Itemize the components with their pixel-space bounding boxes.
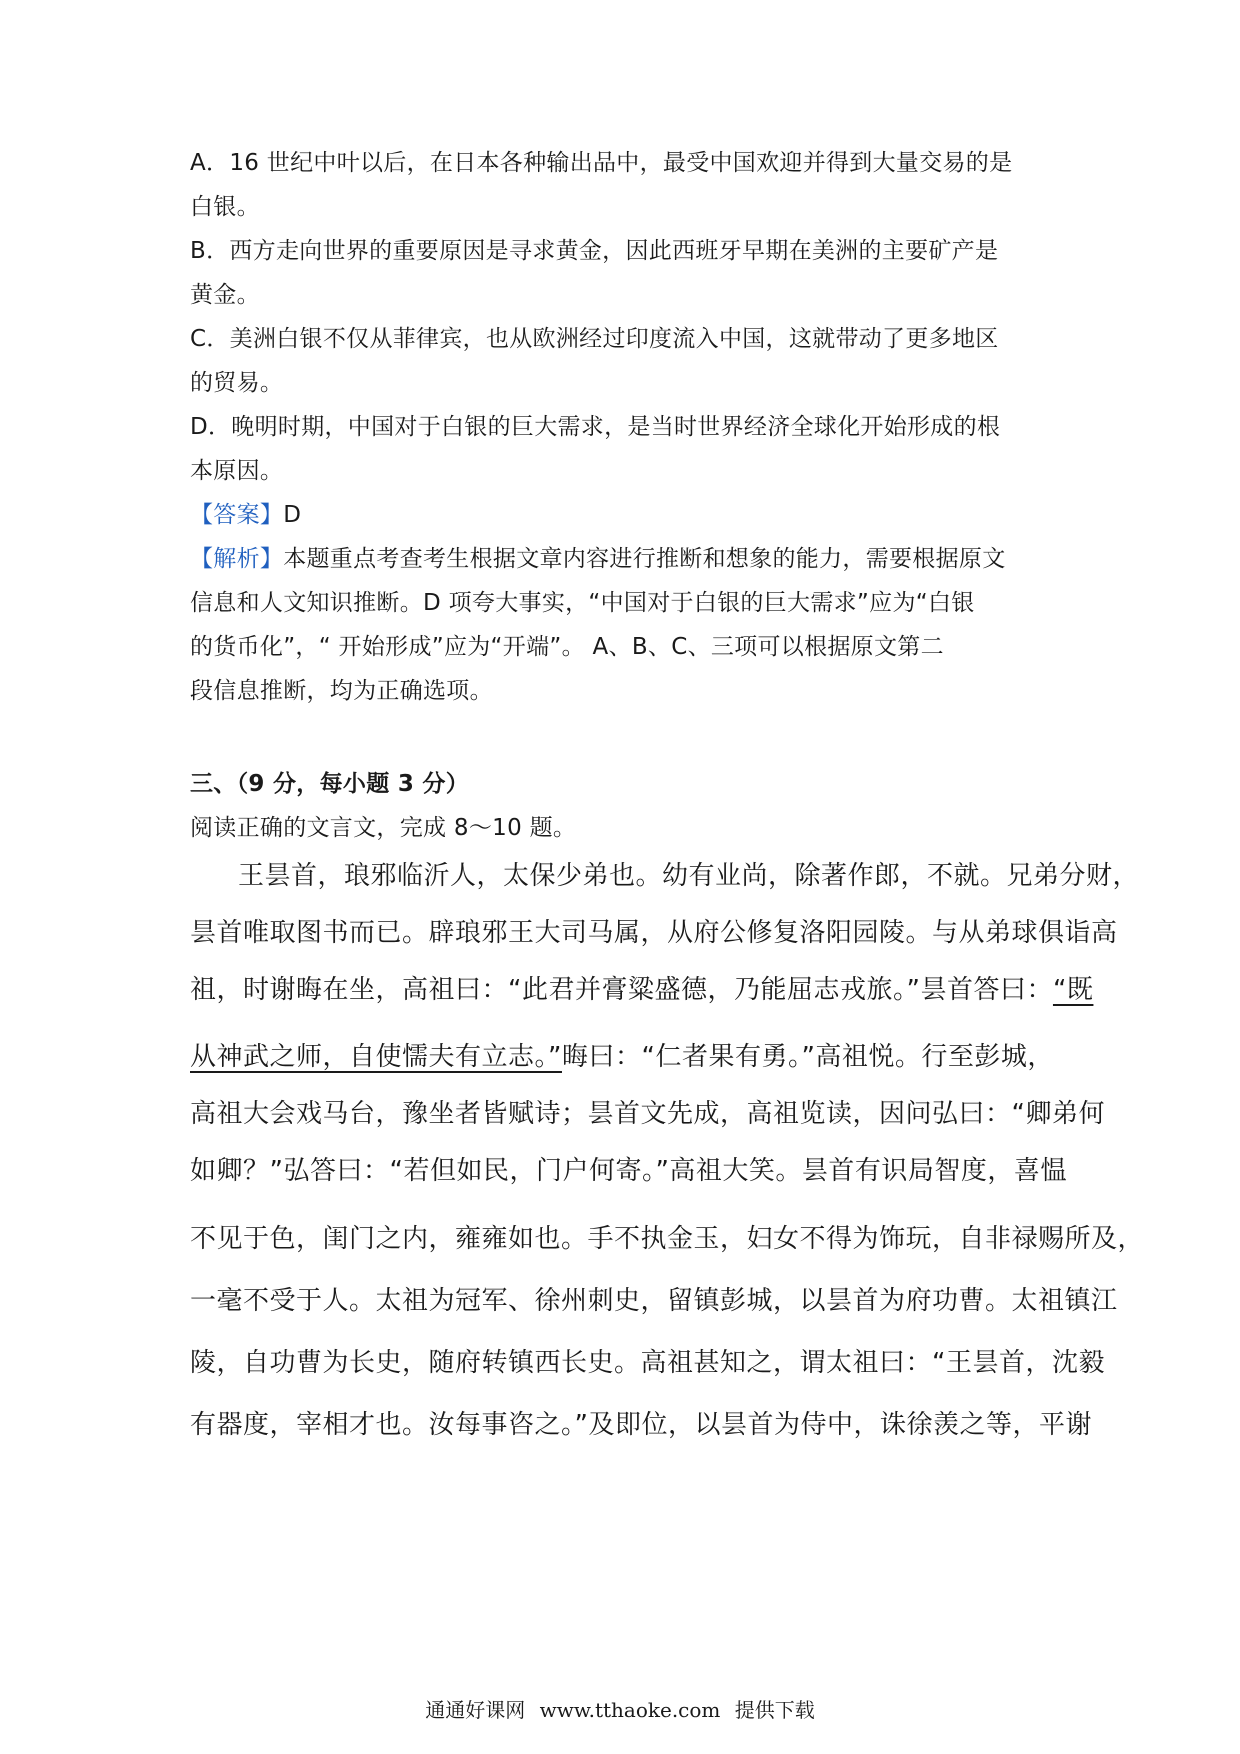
option-d-line-2: 本原因。 [190,458,284,484]
passage-line-4 [190,1036,1060,1073]
option-c-line-2: 的贸易。 [190,370,284,396]
passage-line-9: 陵，自功曹为长史，随府转镇西长史。高祖甚知之，谓太祖曰：“王昙首，沈毅 [190,1348,1105,1378]
passage-line-3-text: 祖，时谢晦在坐，高祖曰：“此君并膏粱盛德，乃能屈志戎旅。”昙首答曰： [190,975,1053,1005]
passage-line-7: 不见于色，闺门之内，雍雍如也。手不执金玉，妇女不得为饰玩，自非禄赐所及， [190,1224,1145,1254]
option-d-line-1: D．晚明时期，中国对于白银的巨大需求，是当时世界经济全球化开始形成的根 [190,414,1001,440]
passage-line-6: 如卿？”弘答曰：“若但如民，门户何寄。”高祖大笑。昙首有识局智度，喜愠 [190,1156,1067,1186]
page-footer [0,1694,1240,1723]
passage-line-10: 有器度，宰相才也。汝每事咨之。”及即位，以昙首为侍中，诛徐羡之等，平谢 [190,1410,1092,1440]
underlined-sentence-end: 从神武之师，自使懦夫有立志。” [190,1042,562,1072]
answer-tag: 【答案】 [190,502,284,528]
analysis-tag: 【解析】 [190,546,284,572]
option-c-line-1: C．美洲白银不仅从菲律宾，也从欧洲经过印度流入中国，这就带动了更多地区 [190,326,999,352]
option-a-line-1: A．16 世纪中叶以后，在日本各种输出品中，最受中国欢迎并得到大量交易的是 [190,150,1013,176]
passage-line-3 [190,969,1094,1006]
option-b-line-2: 黄金。 [190,282,260,308]
passage-line-2: 昙首唯取图书而已。辟琅邪王大司马属，从府公修复洛阳园陵。与从弟球俱诣高 [190,918,1118,948]
footer-note: 提供下载 [734,1698,815,1722]
passage-line-8: 一毫不受于人。太祖为冠军、徐州刺史，留镇彭城，以昙首为府功曹。太祖镇江 [190,1286,1118,1316]
option-b-line-1: B．西方走向世界的重要原因是寻求黄金，因此西班牙早期在美洲的主要矿产是 [190,238,999,264]
analysis-line-2: 信息和人文知识推断。D 项夸大事实，“中国对于白银的巨大需求”应为“白银 [190,590,975,616]
footer-url[interactable]: www.tthaoke.com [539,1698,721,1722]
passage-line-1: 王昙首，琅邪临沂人，太保少弟也。幼有业尚，除著作郎，不就。兄弟分财， [238,861,1140,891]
section-instruction: 阅读正确的文言文，完成 8～10 题。 [190,815,577,841]
analysis-line-1 [190,540,1060,573]
underlined-sentence-start: “既 [1052,975,1094,1005]
analysis-text-1: 本题重点考查考生根据文章内容进行推断和想象的能力，需要根据原文 [283,546,1006,572]
passage-line-5: 高祖大会戏马台，豫坐者皆赋诗；昙首文先成，高祖览读，因问弘曰：“卿弟何 [190,1099,1105,1129]
passage-line-4-text: 晦曰：“仁者果有勇。”高祖悦。行至彭城， [561,1042,1054,1072]
analysis-line-3: 的货币化”，“ 开始形成”应为“开端”。 A、B、C、三项可以根据原文第二 [190,634,944,660]
footer-site-name: 通通好课网 [425,1698,526,1722]
section-heading: 三、（9 分，每小题 3 分） [190,771,470,797]
analysis-line-4: 段信息推断，均为正确选项。 [190,678,493,704]
option-a-line-2: 白银。 [190,194,260,220]
answer-line [190,496,1060,529]
answer-value: D [283,502,302,528]
